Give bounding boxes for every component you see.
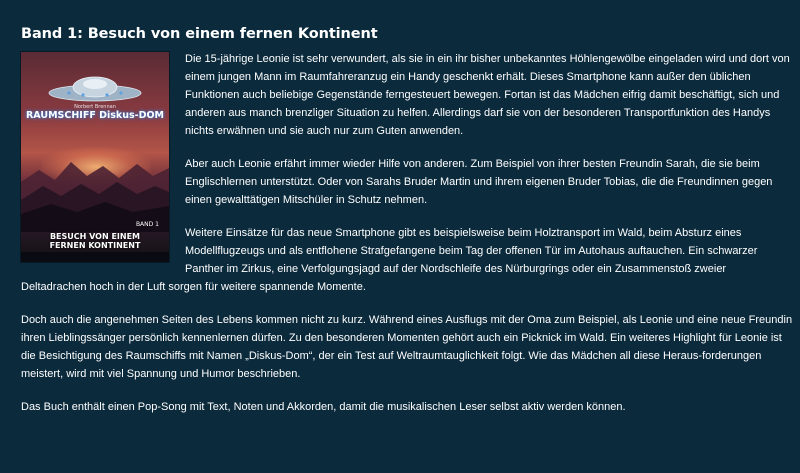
paragraph-help: Aber auch Leonie erfährt immer wieder Hilfe von anderen. Zum Beispiel von ihrer besten Freundin Sarah, die sie beim Englischlernen unterstützt. Oder von Sarahs Bruder Martin und ihrem eigenen Bruder Tobias, die die Freundinnen gegen einen gewalttätigen Mitschüler in Schutz nehmen. [185,158,773,206]
cover-bottom-bar [21,252,169,262]
cover-series-title: RAUMSCHIFF Diskus-DOM [25,110,165,121]
paragraph-smartphone-uses: Weitere Einsätze für das neue Smartphone gibt es beispielsweise beim Holztransport im Wald, beim Absturz eines Modellflugzeugs und als entflohene Strafgefangene beim Tag der offenen Tür im Autohaus auftauchen. Ein schwarzer Panther im Zirkus, eine Verfolgungsjagd auf der Nordschleife des Nürburgrings oder ein Zusammenstoß zweier Deltadrachen hoch in der Luft sorgen für weitere spannende Momente. [21,227,758,293]
paragraph-pop-song: Das Buch enthält einen Pop-Song mit Text, Noten und Akkorden, damit die musikalischen Leser selbst aktiv werden können. [21,401,626,413]
spaceship-illustration [47,74,143,104]
cover-author: Norbert Brennan [74,104,116,110]
cover-band-label: BAND 1 [135,221,159,228]
book-cover-image [21,52,169,262]
cover-title-line-1: BESUCH VON EINEM [49,232,141,241]
cover-book-title [21,232,169,250]
cover-title-line-2: FERNEN KONTINENT [49,241,141,250]
mountain-landscape [21,142,169,232]
book-section [21,26,793,431]
paragraph-intro: Die 15-jährige Leonie ist sehr verwundert, als sie in ein ihr bisher unbekanntes Höhlengewölbe eingeladen wird und dort von einem jungen Mann im Raumfahreranzug ein Handy geschenkt erhält. Dieses Smartphone kann außer den üblichen Funktionen auch beliebige Gegenstände ferngesteuert bewegen. Fortan ist das Mädchen eifrig damit beschäftigt, sich und anderen aus manch brenzliger Situation zu helfen. Allerdings darf sie von der besonderen Transportfunktion des Handys nichts erwähnen und sie auch nur zum Guten anwenden. [185,53,790,137]
paragraph-pleasant-sides: Doch auch die angenehmen Seiten des Lebens kommen nicht zu kurz. Während eines Ausflugs mit der Oma zum Beispiel, als Leonie und eine neue Freundin ihren Lieblingssänger persönlich kennenlernen dürfen. Zu den besonderen Momenten gehört auch ein Picknick im Wald. Ein weiteres Highlight für Leonie ist die Besichtigung des Raumschiffs mit Namen „Diskus-Dom“, der ein Test auf Weltraumtauglichkeit folgt. Wie das Mädchen all diese Heraus-forderungen meistert, wird mit viel Spannung und Humor beschrieben. [21,314,793,380]
section-title: Band 1: Besuch von einem fernen Kontinent [21,26,378,42]
